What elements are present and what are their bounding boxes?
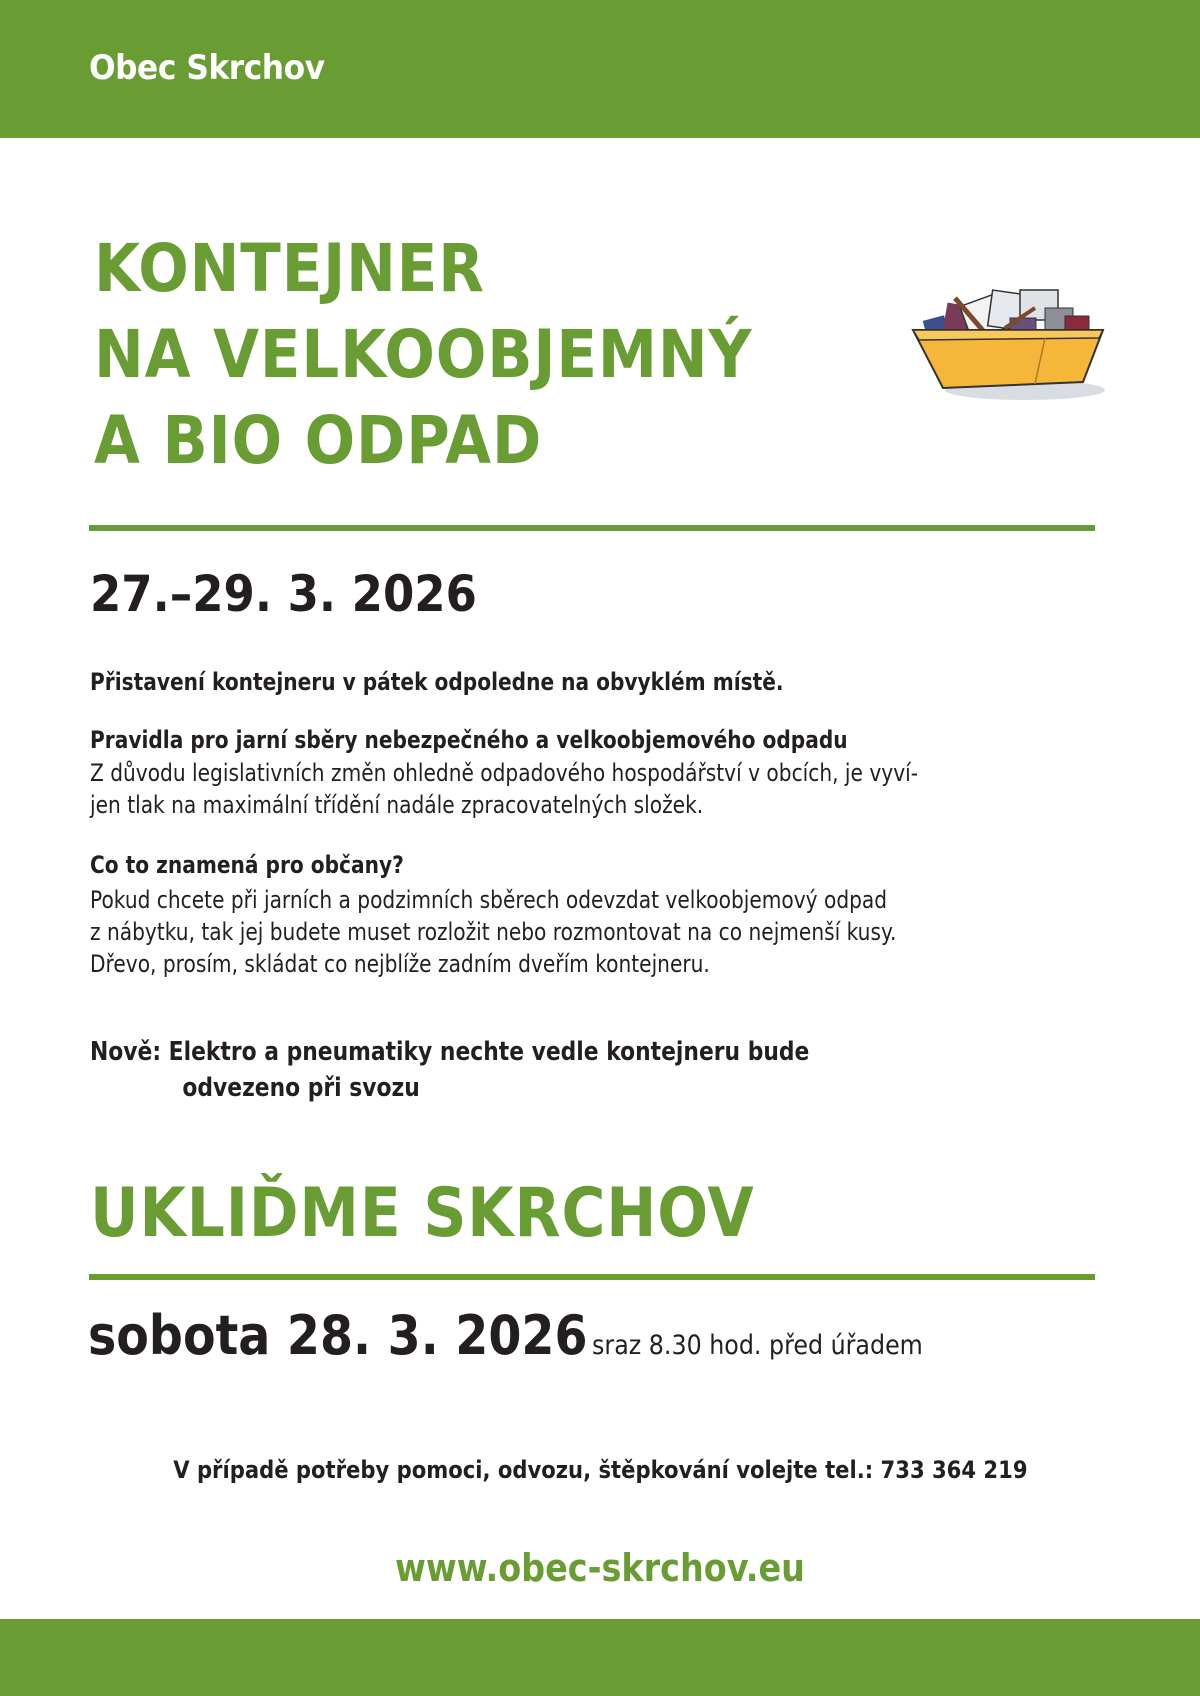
rules-text xyxy=(90,757,918,821)
new-note xyxy=(90,1034,809,1106)
cleanup-date xyxy=(88,1304,923,1367)
cleanup-date-text: sobota 28. 3. 2026 xyxy=(88,1304,588,1367)
help-text: V případě potřeby pomoci, odvozu, štěpkování volejte tel.: 733 364 219 xyxy=(172,1456,1028,1484)
help-contact xyxy=(0,1456,1200,1484)
citizens-heading: Co to znamená pro občany? xyxy=(90,851,404,879)
cleanup-title: UKLIĎME SKRCHOV xyxy=(90,1174,755,1253)
text-line: Dřevo, prosím, skládat co nejblíže zadním dveřím kontejneru. xyxy=(90,950,710,978)
meeting-info: sraz 8.30 hod. před úřadem xyxy=(592,1330,923,1361)
poster-title xyxy=(94,226,752,484)
title-line: KONTEJNER xyxy=(94,230,485,307)
placement-notice: Přistavení kontejneru v pátek odpoledne na obvyklém místě. xyxy=(90,668,784,696)
new-note-line: odvezeno při svozu xyxy=(182,1073,420,1103)
footer-band xyxy=(0,1619,1200,1696)
header-band xyxy=(0,0,1200,138)
organization-name: Obec Skrchov xyxy=(89,48,325,88)
text-line: jen tlak na maximální třídění nadále zpracovatelných složek. xyxy=(90,791,704,819)
text-line: Z důvodu legislativních změn ohledně odpadového hospodářství v obcích, je vyví- xyxy=(90,759,919,787)
divider xyxy=(89,1274,1095,1280)
text-line: Pokud chcete při jarních a podzimních sběrech odevzdat velkoobjemový odpad xyxy=(90,886,888,914)
website-link[interactable]: www.obec-skrchov.eu xyxy=(394,1546,806,1590)
text-line: z nábytku, tak jej budete muset rozložit nebo rozmontovat na co nejmenší kusy. xyxy=(90,918,897,946)
skip-container-icon xyxy=(895,278,1115,408)
divider xyxy=(89,525,1095,531)
date-range: 27.–29. 3. 2026 xyxy=(90,565,477,623)
title-line: NA VELKOOBJEMNÝ xyxy=(94,316,753,393)
rules-heading: Pravidla pro jarní sběry nebezpečného a velkoobjemového odpadu xyxy=(90,726,848,754)
title-line: A BIO ODPAD xyxy=(94,402,543,479)
website xyxy=(0,1546,1200,1590)
new-note-line: Nově: Elektro a pneumatiky nechte vedle kontejneru bude xyxy=(90,1037,810,1067)
citizens-text xyxy=(90,884,896,980)
